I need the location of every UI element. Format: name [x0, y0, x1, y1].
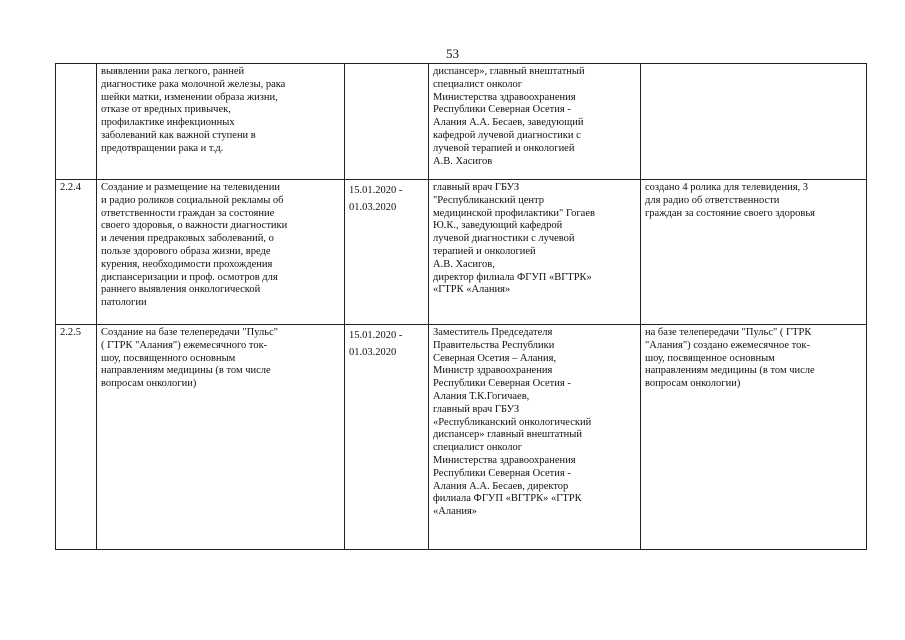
- date-range-cell: 15.01.2020 - 01.03.2020: [345, 325, 429, 550]
- row-number-cell: 2.2.4: [56, 180, 97, 325]
- row-number-cell: [56, 64, 97, 180]
- table-row: [56, 325, 867, 550]
- table-row: [56, 64, 867, 180]
- result-cell: на базе телепередачи "Пульс" ( ГТРК "Алания") создано ежемесячное ток- шоу, посвященное основным направлениям медицины (в том числе вопросам онкологии): [641, 325, 867, 550]
- date-range-cell: 15.01.2020 - 01.03.2020: [345, 180, 429, 325]
- result-cell: [641, 64, 867, 180]
- table-row: [56, 180, 867, 325]
- result-cell: создано 4 ролика для телевидения, 3 для радио об ответственности граждан за состояние своего здоровья: [641, 180, 867, 325]
- responsible-persons-cell: диспансер», главный внештатный специалист онколог Министерства здравоохранения Республики Северная Осетия - Алания А.А. Бесаев, заведующий кафедрой лучевой диагностики с лучевой терапией и онкологией А.В. Хасигов: [429, 64, 641, 180]
- event-description-cell: выявлении рака легкого, ранней диагностике рака молочной железы, рака шейки матки, изменении образа жизни, отказе от вредных привычек, профилактике инфекционных заболеваний как важной ступени в предотвращении рака и т.д.: [97, 64, 345, 180]
- date-range-cell: [345, 64, 429, 180]
- event-description-cell: Создание и размещение на телевидении и радио роликов социальной рекламы об ответственности граждан за состояние своего здоровья, о важности диагностики и лечения предраковых заболеваний, о пользе здорового образа жизни, вреде курения, необходимости прохождения диспансеризации и проф. осмотров для раннего выявления онкологической патологии: [97, 180, 345, 325]
- row-number-cell: 2.2.5: [56, 325, 97, 550]
- event-description-cell: Создание на базе телепередачи "Пульс" ( ГТРК "Алания") ежемесячного ток- шоу, посвященного основным направлениям медицины (в том числе вопросам онкологии): [97, 325, 345, 550]
- activities-table: [55, 63, 867, 550]
- responsible-persons-cell: Заместитель Председателя Правительства Республики Северная Осетия – Алания, Министр здравоохранения Республики Северная Осетия - Алания Т.К.Гогичаев, главный врач ГБУЗ «Республиканский онкологический диспансер» главный внештатный специалист онколог Министерства здравоохранения Республики Северная Осетия - Алания А.А. Бесаев, директор филиала ФГУП «ВГТРК» «ГТРК «Алания»: [429, 325, 641, 550]
- responsible-persons-cell: главный врач ГБУЗ "Республиканский центр медицинской профилактики" Гогаев Ю.К., заведующий кафедрой лучевой диагностики с лучевой терапией и онкологией А.В. Хасигов, директор филиала ФГУП «ВГТРК» «ГТРК «Алания»: [429, 180, 641, 325]
- page-number: 53: [446, 46, 459, 61]
